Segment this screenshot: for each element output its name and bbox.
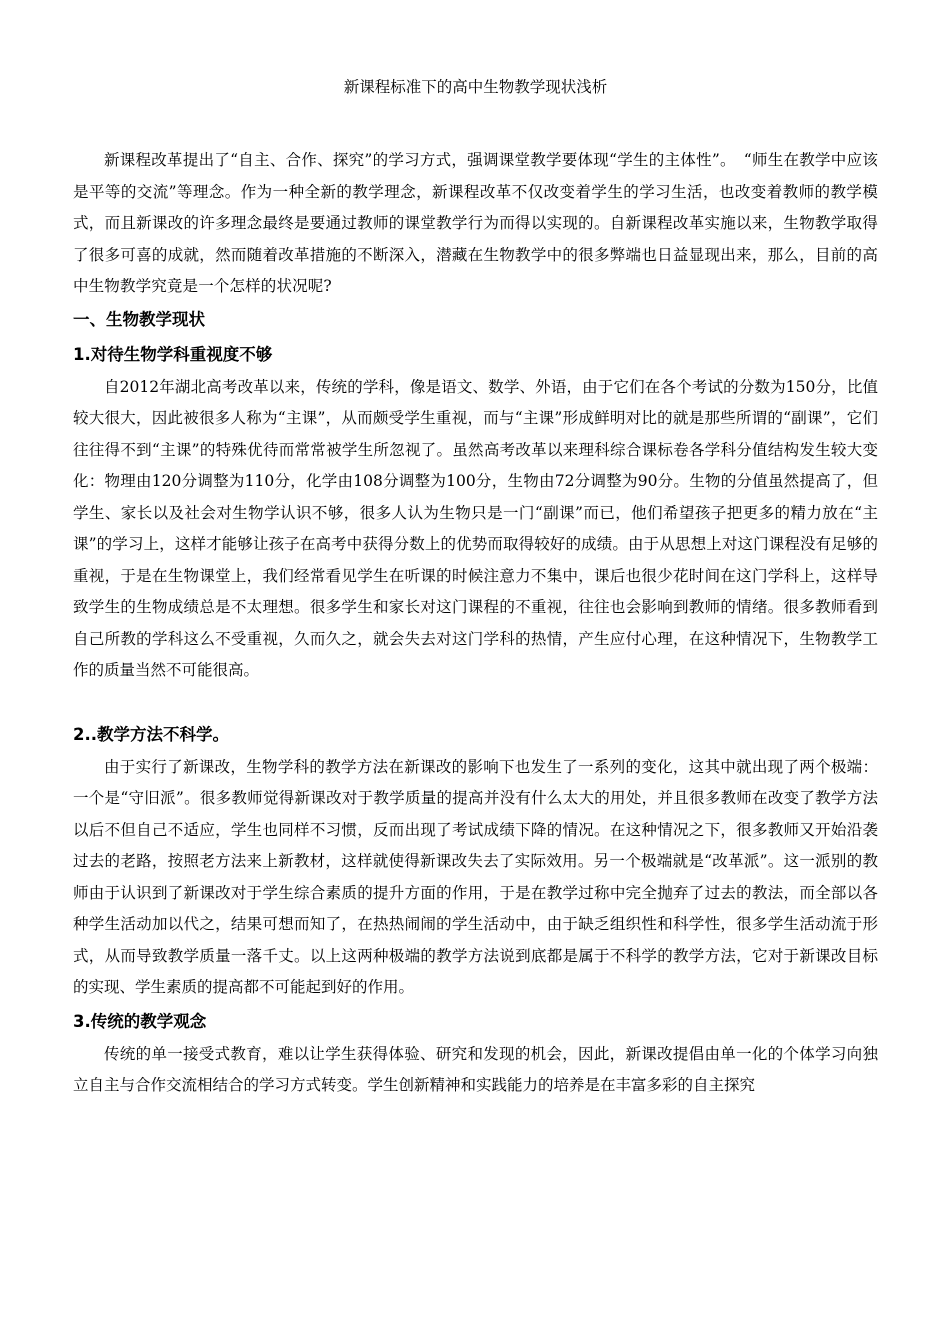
intro-paragraph: 新课程改革提出了“自主、合作、探究”的学习方式，强调课堂教学要体现“学生的主体性”。 “师生在教学中应该是平等的交流”等理念。作为一种全新的教学理念，新课程改革不仅改变着学生的学习生活，也改变着教师的教学模式，而且新课改的许多理念最终是要通过教师的课堂教学行为而得以实现的。自新课程改革实施以来，生物教学取得了很多可喜的成就，然而随着改革措施的不断深入，潜藏在生物教学中的很多弊端也日益显现出来，那么，目前的高中生物教学究竟是一个怎样的状况呢?: [73, 151, 878, 295]
subsection-heading-2: 2..教学方法不科学。: [73, 724, 230, 744]
section-heading-status: 一、生物教学现状: [73, 309, 205, 329]
subsection-paragraph-2: 由于实行了新课改，生物学科的教学方法在新课改的影响下也发生了一系列的变化，这其中就出现了两个极端：一个是“守旧派”。很多教师觉得新课改对于教学质量的提高并没有什么太大的用处，并且很多教师在改变了教学方法以后不但自己不适应，学生也同样不习惯，反而出现了考试成绩下降的情况。在这种情况之下，很多教师又开始沿袭过去的老路，按照老方法来上新教材，这样就使得新课改失去了实际效用。另一个极端就是“改革派”。这一派别的教师由于认识到了新课改对于学生综合素质的提升方面的作用，于是在教学过称中完全抛弃了过去的教法，而全部以各种学生活动加以代之，结果可想而知了，在热热闹闹的学生活动中，由于缺乏组织性和科学性，很多学生活动流于形式，从而导致教学质量一落千丈。以上这两种极端的教学方法说到底都是属于不科学的教学方法，它对于新课改目标的实现、学生素质的提高都不可能起到好的作用。: [73, 757, 878, 996]
subsection-paragraph-1: 自2012年湖北高考改革以来，传统的学科，像是语文、数学、外语，由于它们在各个考试的分数为150分，比值较大很大，因此被很多人称为“主课”，从而颇受学生重视，而与“主课”形成鲜明对比的就是那些所谓的“副课”，它们往往得不到“主课”的特殊优待而常常被学生所忽视了。虽然高考改革以来理科综合课标卷各学科分值结构发生较大变化：物理由120分调整为110分，化学由108分调整为100分，生物由72分调整为90分。生物的分值虽然提高了，但学生、家长以及社会对生物学认识不够，很多人认为生物只是一门“副课”而已，他们希望孩子把更多的精力放在“主课”的学习上，这样才能够让孩子在高考中获得分数上的优势而取得较好的成绩。由于从思想上对这门课程没有足够的重视，于是在生物课堂上，我们经常看见学生在听课的时候注意力不集中，课后也很少花时间在这门学科上，这样导致学生的生物成绩总是不太理想。很多学生和家长对这门课程的不重视，往往也会影响到教师的情绪。很多教师看到自己所教的学科这么不受重视，久而久之，就会失去对这门学科的热情，产生应付心理，在这种情况下，生物教学工作的质量当然不可能很高。: [73, 377, 878, 679]
subsection-heading-1: 1.对待生物学科重视度不够: [73, 344, 273, 364]
subsection-heading-3: 3.传统的教学观念: [73, 1011, 207, 1031]
subsection-paragraph-3: 传统的单一接受式教育，难以让学生获得体验、研究和发现的机会，因此，新课改提倡由单一化的个体学习向独立自主与合作交流相结合的学习方式转变。学生创新精神和实践能力的培养是在丰富多彩的自主探究: [73, 1044, 878, 1094]
section-spacer: [73, 687, 878, 717]
document-title: 新课程标准下的高中生物教学现状浅析: [343, 78, 608, 96]
